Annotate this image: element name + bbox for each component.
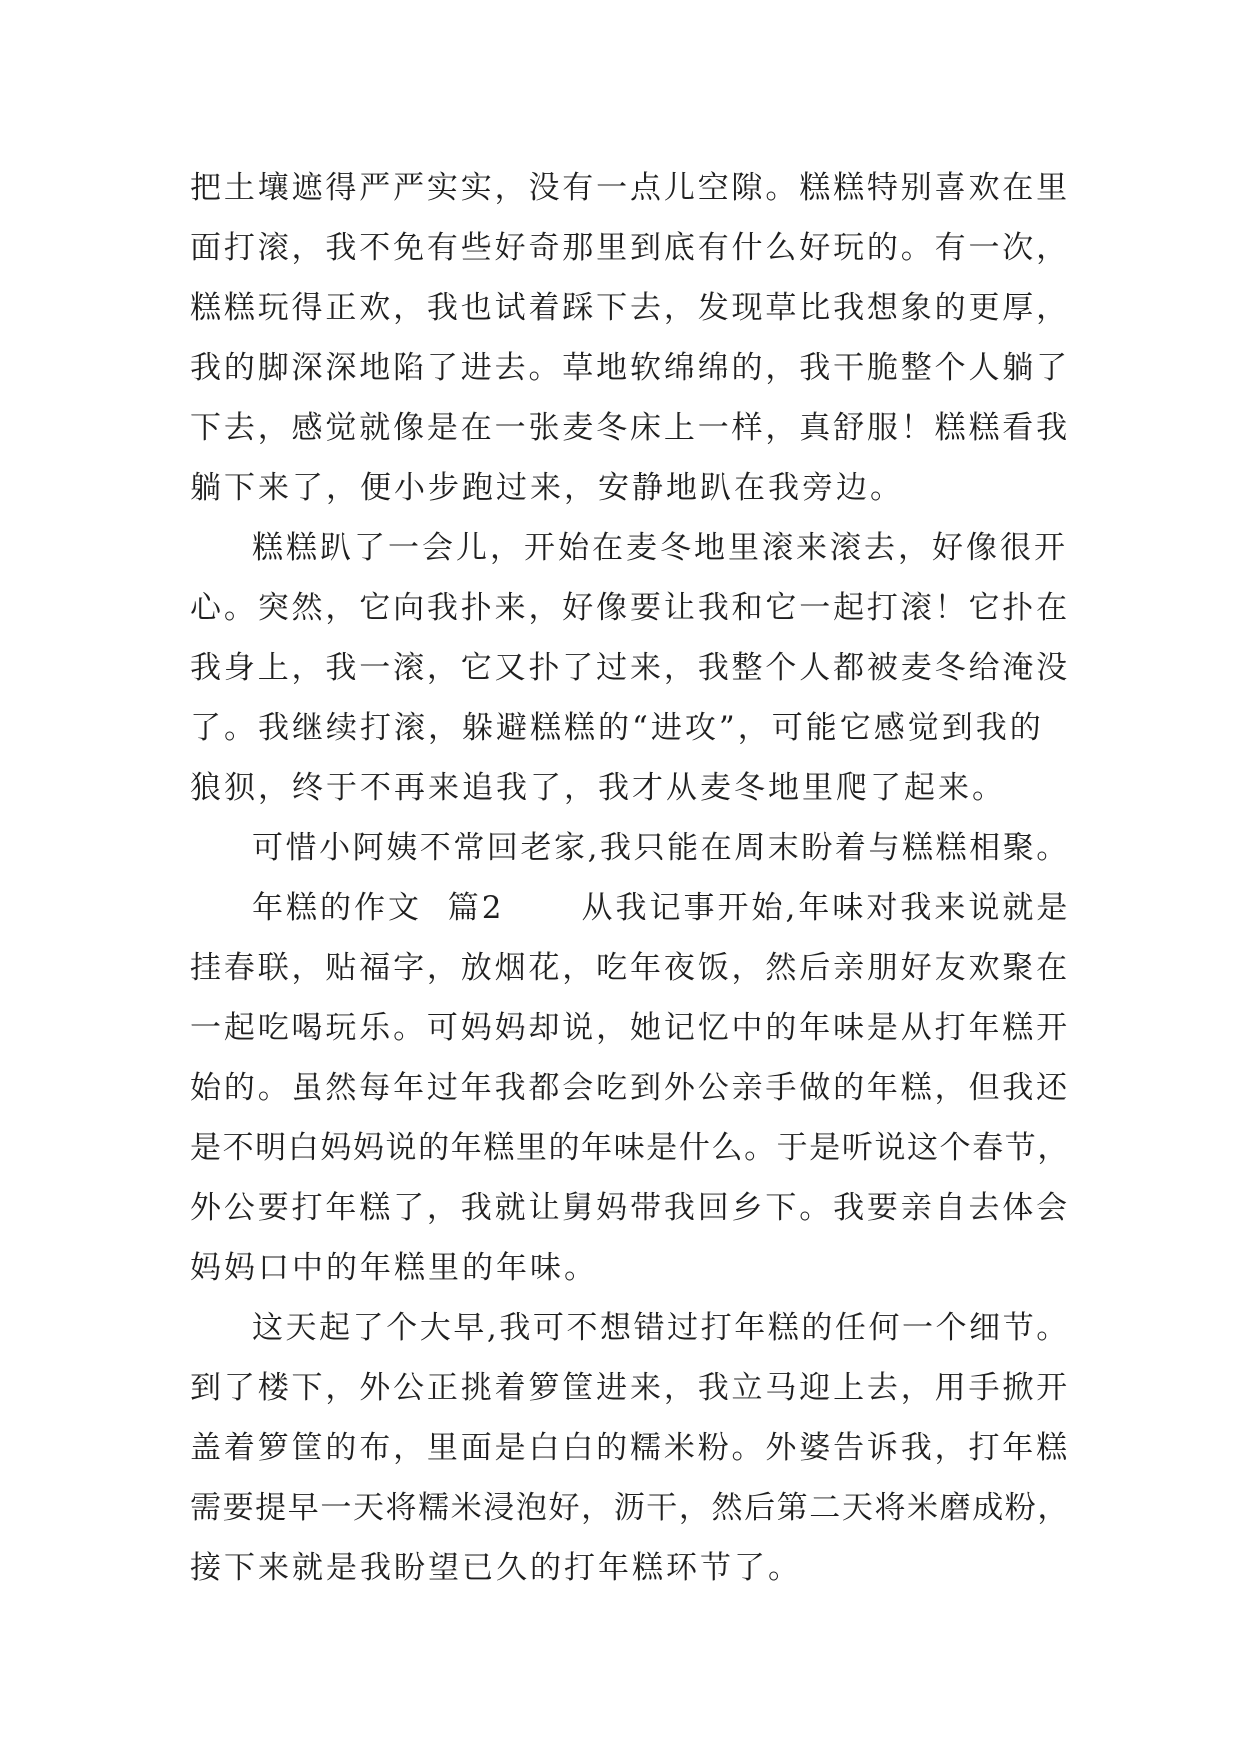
text-line: 把土壤遮得严严实实，没有一点儿空隙。糕糕特别喜欢在里 xyxy=(190,170,1070,206)
text-line: 是不明白妈妈说的年糕里的年味是什么。于是听说这个春节， xyxy=(190,1130,1070,1166)
text-line: 盖着箩筐的布，里面是白白的糯米粉。外婆告诉我，打年糕 xyxy=(190,1430,1070,1466)
text-line: 躺下来了，便小步跑过来，安静地趴在我旁边。 xyxy=(190,470,904,506)
text-line: 我身上，我一滚，它又扑了过来，我整个人都被麦冬给淹没 xyxy=(190,650,1070,686)
text-line: 我的脚深深地陷了进去。草地软绵绵的，我干脆整个人躺了 xyxy=(190,350,1070,386)
text-line: 了。我继续打滚，躲避糕糕的“进攻”，可能它感觉到我的 xyxy=(190,710,1044,746)
text-line: 到了楼下，外公正挑着箩筐进来，我立马迎上去，用手掀开 xyxy=(190,1370,1070,1406)
text-line: 妈妈口中的年糕里的年味。 xyxy=(190,1250,598,1286)
text-line: 狼狈，终于不再来追我了，我才从麦冬地里爬了起来。 xyxy=(190,770,1006,806)
text-line: 心。突然，它向我扑来，好像要让我和它一起打滚！它扑在 xyxy=(190,590,1070,626)
paragraph-start-line: 糕糕趴了一会儿，开始在麦冬地里滚来滚去，好像很开 xyxy=(252,530,1068,566)
text-line: 外公要打年糕了，我就让舅妈带我回乡下。我要亲自去体会 xyxy=(190,1190,1070,1226)
text-line: 需要提早一天将糯米浸泡好，沥干，然后第二天将米磨成粉， xyxy=(190,1490,1070,1526)
section-heading-line: 年糕的作文 篇2 从我记事开始,年味对我来说就是 xyxy=(252,890,1071,926)
text-line: 挂春联，贴福字，放烟花，吃年夜饭，然后亲朋好友欢聚在 xyxy=(190,950,1070,986)
document-body xyxy=(190,158,1070,1598)
text-line: 下去，感觉就像是在一张麦冬床上一样，真舒服！糕糕看我 xyxy=(190,410,1070,446)
text-line: 面打滚，我不免有些好奇那里到底有什么好玩的。有一次， xyxy=(190,230,1070,266)
text-line: 一起吃喝玩乐。可妈妈却说，她记忆中的年味是从打年糕开 xyxy=(190,1010,1070,1046)
paragraph-start-line: 可惜小阿姨不常回老家,我只能在周末盼着与糕糕相聚。 xyxy=(252,830,1070,866)
paragraph-start-line: 这天起了个大早,我可不想错过打年糕的任何一个细节。 xyxy=(252,1310,1070,1346)
text-line: 接下来就是我盼望已久的打年糕环节了。 xyxy=(190,1550,802,1586)
text-line: 糕糕玩得正欢，我也试着踩下去，发现草比我想象的更厚， xyxy=(190,290,1070,326)
text-line: 始的。虽然每年过年我都会吃到外公亲手做的年糕，但我还 xyxy=(190,1070,1070,1106)
